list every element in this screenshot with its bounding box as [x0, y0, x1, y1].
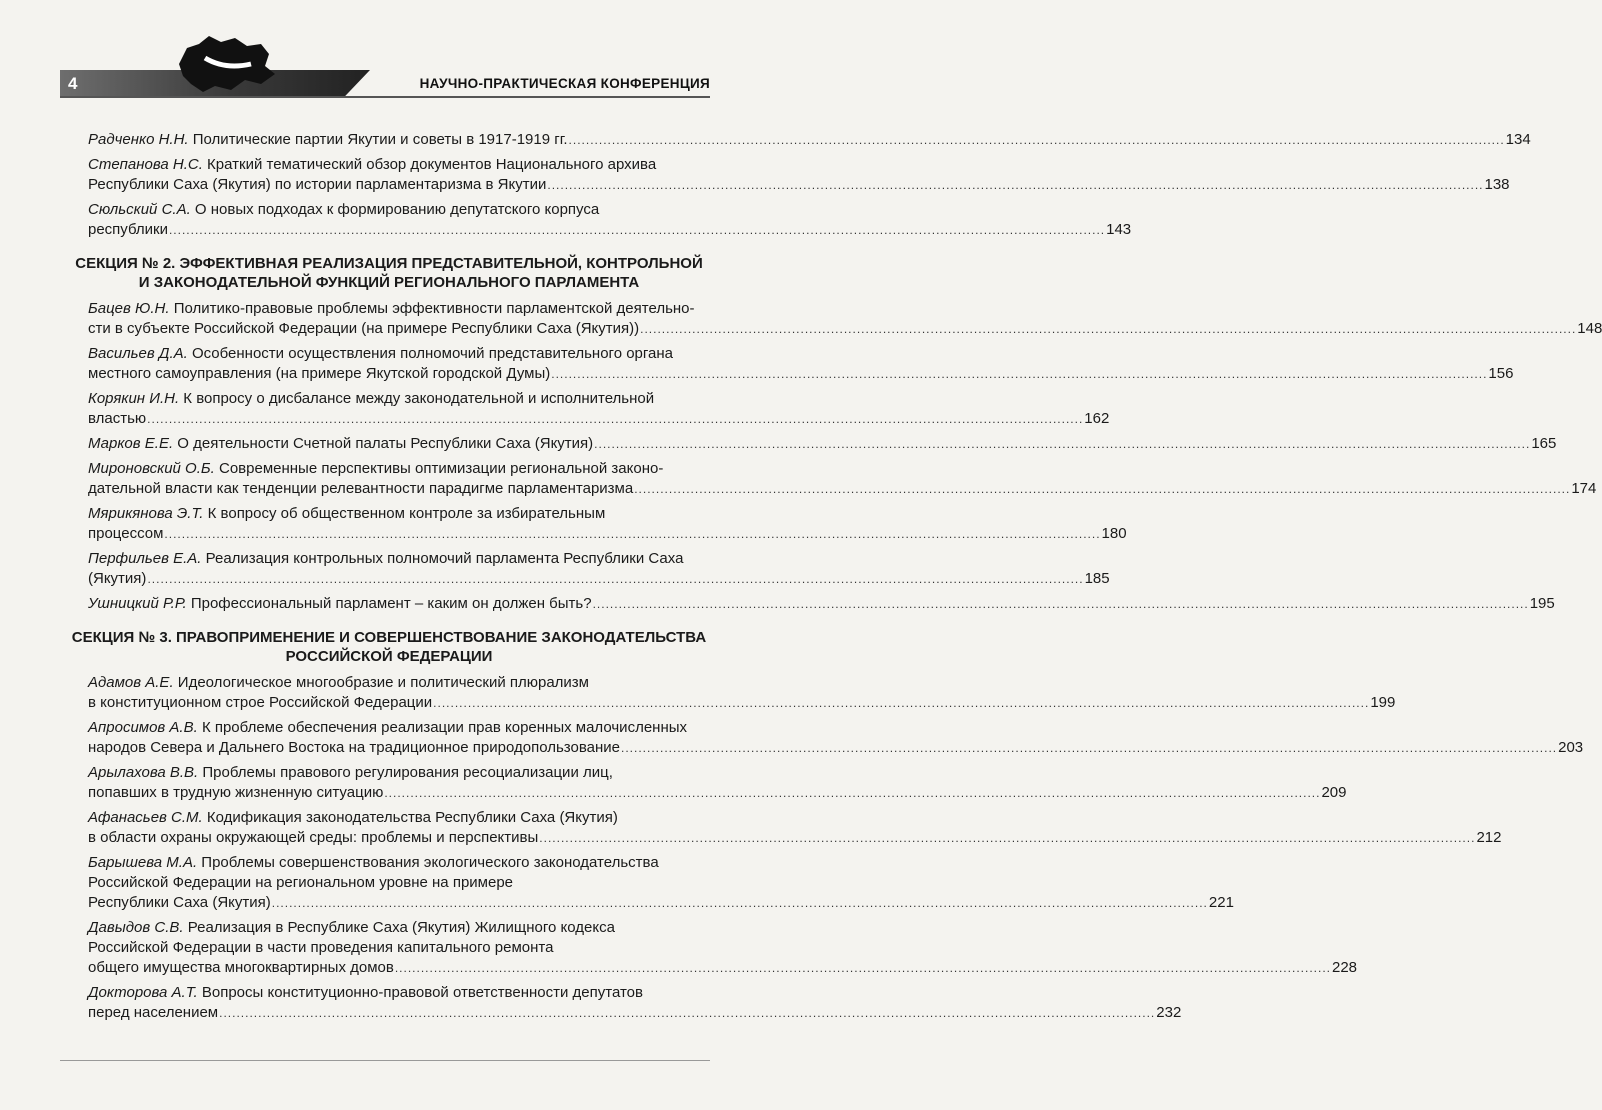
dot-leader	[640, 319, 1576, 339]
entry-author: Степанова Н.С.	[88, 156, 203, 173]
entry-author: Барышева М.А.	[88, 854, 198, 871]
entry-author: Бацев Ю.Н.	[88, 300, 170, 317]
entry-title-line: К проблеме обеспечения реализации прав коренных малочисленных	[201, 719, 688, 736]
entry-title-line: К вопросу об общественном контроле за избирательным	[207, 505, 606, 522]
toc-entry	[88, 459, 1597, 499]
entry-title-line: Идеологическое многообразие и политический плюрализм	[177, 674, 589, 691]
entry-title-line: Профессиональный парламент – каким он должен быть?	[190, 595, 592, 612]
entry-title-line: процессом	[88, 525, 164, 542]
dot-leader	[634, 479, 1570, 499]
toc-entry	[88, 808, 1502, 848]
dot-leader	[164, 524, 1100, 544]
dot-leader	[384, 783, 1320, 803]
toc-entry	[88, 918, 1358, 978]
entry-title-line: народов Севера и Дальнего Востока на традиционное природопользование	[88, 739, 620, 756]
entry-title-line: дательной власти как тенденции релевантности парадигме парламентаризма	[88, 480, 634, 497]
entry-page-number: 174	[1571, 480, 1597, 497]
entry-author: Докторова А.Т.	[88, 984, 198, 1001]
entry-title-line: общего имущества многоквартирных домов	[88, 959, 394, 976]
dot-leader	[593, 594, 1529, 614]
toc-entry	[88, 389, 1110, 429]
entry-page-number: 148	[1577, 320, 1602, 337]
entry-page-number: 232	[1156, 1004, 1182, 1021]
entry-title-line: местного самоуправления (на примере Якутской городской Думы)	[88, 365, 551, 382]
entry-author: Мироновский О.Б.	[88, 460, 215, 477]
entry-title-line: Российской Федерации на региональном уровне на примере	[88, 874, 514, 891]
entry-author: Сюльский С.А.	[88, 201, 191, 218]
entry-title-line: Российской Федерации в части проведения капитального ремонта	[88, 939, 554, 956]
entry-page-number: 209	[1321, 784, 1347, 801]
entry-page-number: 180	[1101, 525, 1127, 542]
entry-title-line: Политико-правовые проблемы эффективности парламентской деятельно-	[173, 300, 695, 317]
entry-author: Адамов А.Е.	[88, 674, 174, 691]
dot-leader	[551, 364, 1487, 384]
entry-title-line: Республики Саха (Якутия) по истории парламентаризма в Якутии	[88, 176, 547, 193]
toc-entry	[88, 549, 1110, 589]
entry-page-number: 134	[1505, 131, 1531, 148]
entry-page-number: 156	[1488, 365, 1514, 382]
section-3-entries	[70, 673, 1584, 1023]
dot-leader	[547, 175, 1483, 195]
entry-author: Радченко Н.Н.	[88, 131, 189, 148]
toc-entry	[88, 983, 1182, 1023]
entry-title-line: Современные перспективы оптимизации региональной законо-	[219, 460, 664, 477]
entry-title-line: О новых подходах к формированию депутатского корпуса	[194, 201, 600, 218]
entry-title-line: сти в субъекте Российской Федерации (на примере Республики Саха (Якутия))	[88, 320, 640, 337]
toc-entry	[88, 200, 1132, 240]
entry-page-number: 143	[1106, 221, 1132, 238]
entry-title-line: Реализация контрольных полномочий парламента Республики Саха	[205, 550, 684, 567]
entry-author: Марков Е.Е.	[88, 435, 174, 452]
entry-title-line: Реализация в Республике Саха (Якутия) Жилищного кодекса	[187, 919, 615, 936]
entry-title-line: Республики Саха (Якутия)	[88, 894, 271, 911]
entry-title-line: К вопросу о дисбалансе между законодательной и исполнительной	[183, 390, 655, 407]
toc-entry	[88, 155, 1510, 195]
entry-author: Апросимов А.В.	[88, 719, 198, 736]
entry-title-line: О деятельности Счетной палаты Республики Саха (Якутия)	[177, 435, 594, 452]
dot-leader	[395, 958, 1331, 978]
entry-title-line: (Якутия)	[88, 570, 147, 587]
section-2-title: СЕКЦИЯ № 2. ЭФФЕКТИВНАЯ РЕАЛИЗАЦИЯ ПРЕДСТАВИТЕЛЬНОЙ, КОНТРОЛЬНОЙ И ЗАКОНОДАТЕЛЬНОЙ ФУНКЦИЙ РЕГИОНАЛЬНОГО ПАРЛАМЕНТА	[75, 255, 703, 291]
entry-author: Мярикянова Э.Т.	[88, 505, 204, 522]
section-3-title: СЕКЦИЯ № 3. ПРАВОПРИМЕНЕНИЕ И СОВЕРШЕНСТВОВАНИЕ ЗАКОНОДАТЕЛЬСТВА РОССИЙСКОЙ ФЕДЕРАЦИИ	[71, 629, 707, 665]
entry-page-number: 212	[1476, 829, 1502, 846]
entry-title-line: в области охраны окружающей среды: проблемы и перспективы	[88, 829, 539, 846]
toc-entry	[88, 434, 1557, 454]
toc-entry	[88, 344, 1514, 384]
yakutia-map-icon	[165, 34, 295, 96]
dot-leader	[594, 434, 1530, 454]
entry-page-number: 203	[1558, 739, 1584, 756]
dot-leader	[569, 130, 1505, 150]
entry-author: Ушницкий Р.Р.	[88, 595, 187, 612]
toc-entry	[88, 718, 1584, 758]
dot-leader	[272, 893, 1208, 913]
entry-title-line: Краткий тематический обзор документов Национального архива	[207, 156, 657, 173]
dot-leader	[539, 828, 1475, 848]
dot-leader	[219, 1003, 1155, 1023]
entry-page-number: 162	[1084, 410, 1110, 427]
toc-entry	[88, 673, 1396, 713]
entry-title-line: Кодификация законодательства Республики Саха (Якутия)	[206, 809, 618, 826]
entry-title-line: Вопросы конституционно-правовой ответственности депутатов	[201, 984, 643, 1001]
conference-title: НАУЧНО-ПРАКТИЧЕСКАЯ КОНФЕРЕНЦИЯ	[419, 76, 710, 91]
toc-entry	[88, 763, 1347, 803]
entry-page-number: 138	[1484, 176, 1510, 193]
entry-author: Корякин И.Н.	[88, 390, 180, 407]
dot-leader	[621, 738, 1557, 758]
toc-entry	[88, 299, 1602, 339]
entry-title-line: Политические партии Якутии и советы в 1917-1919 гг.	[192, 131, 568, 148]
toc-entry	[88, 853, 1234, 913]
toc-entry	[88, 594, 1555, 614]
entry-page-number: 195	[1529, 595, 1555, 612]
dot-leader	[433, 693, 1369, 713]
page-number: 4	[68, 74, 78, 93]
entry-title-line: республики	[88, 221, 168, 238]
entry-page-number: 165	[1531, 435, 1557, 452]
dot-leader	[147, 569, 1083, 589]
entry-author: Перфильев Е.А.	[88, 550, 202, 567]
page-header	[60, 62, 710, 102]
dot-leader	[147, 409, 1083, 429]
entry-title-line: попавших в трудную жизненную ситуацию	[88, 784, 384, 801]
section-2-entries	[70, 299, 1602, 614]
entry-page-number: 185	[1084, 570, 1110, 587]
entry-page-number: 221	[1208, 894, 1234, 911]
dot-leader	[169, 220, 1105, 240]
entry-author: Арылахова В.В.	[88, 764, 199, 781]
entry-title-line: Проблемы совершенствования экологического законодательства	[201, 854, 659, 871]
toc-entry	[88, 130, 1531, 150]
table-of-contents	[70, 130, 1602, 1028]
entry-title-line: властью	[88, 410, 147, 427]
entry-title-line: Особенности осуществления полномочий представительного органа	[191, 345, 674, 362]
entry-author: Афанасьев С.М.	[88, 809, 203, 826]
toc-entry	[88, 504, 1127, 544]
entry-page-number: 228	[1331, 959, 1358, 976]
footer-rule	[60, 1060, 710, 1061]
entries-top	[70, 130, 1531, 240]
entry-page-number: 199	[1370, 694, 1396, 711]
entry-title-line: в конституционном строе Российской Федерации	[88, 694, 433, 711]
entry-author: Васильев Д.А.	[88, 345, 188, 362]
entry-author: Давыдов С.В.	[88, 919, 184, 936]
entry-title-line: Проблемы правового регулирования ресоциализации лиц,	[202, 764, 613, 781]
entry-title-line: перед населением	[88, 1004, 219, 1021]
